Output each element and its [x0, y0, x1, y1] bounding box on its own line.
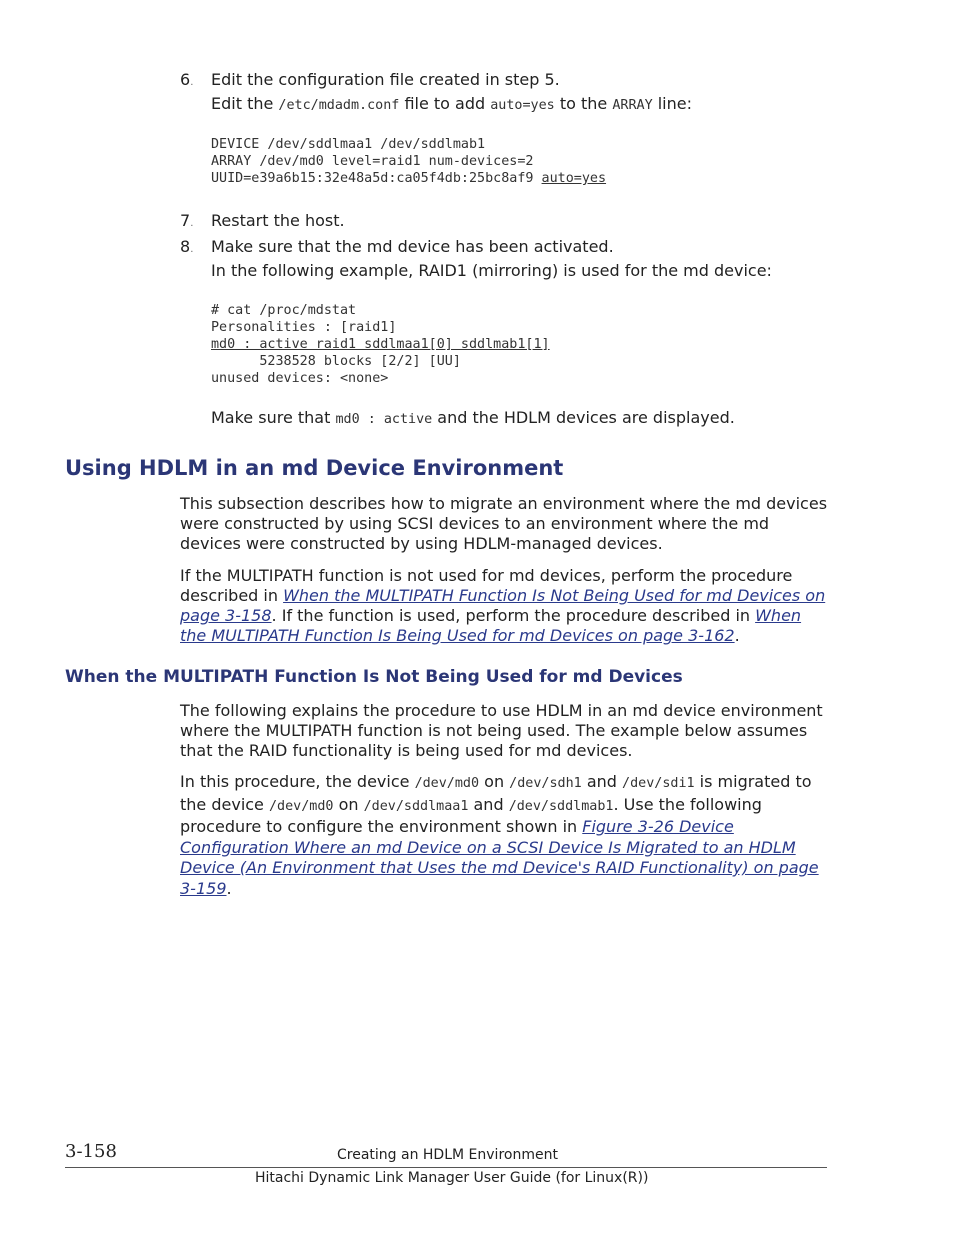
link-not-being-used[interactable]: When the MULTIPATH Function Is Not Being Used for md Devices on page 3-158	[180, 586, 826, 625]
section-heading: Using HDLM in an md Device Environment	[65, 456, 564, 480]
page-number: 3-158	[65, 1141, 117, 1162]
code-line: unused devices: <none>	[211, 371, 389, 386]
code-line: ARRAY /dev/md0 level=raid1 num-devices=2	[211, 154, 534, 169]
inline-code-auto-yes: auto=yes	[490, 98, 555, 113]
code-line: DEVICE /dev/sddlmaa1 /dev/sddlmab1	[211, 137, 486, 152]
inline-code-array: ARRAY	[612, 98, 653, 113]
step-6-detail: Edit the /etc/mdadm.conf file to add auto=yes to the ARRAY line:	[211, 94, 692, 113]
step-7-text: Restart the host.	[211, 211, 345, 230]
link-being-used[interactable]: When the MULTIPATH Function Is Being Used for md Devices on page 3-162	[180, 606, 802, 645]
inline-code: /dev/md0	[268, 798, 334, 814]
code-block-mdadm-conf	[211, 136, 606, 187]
code-line: Personalities : [raid1]	[211, 320, 397, 335]
subsection-paragraph-1: The following explains the procedure to use HDLM in an md device environment where the MULTIPATH function is not being used. The example below assumes that the RAID functionality is being used for md devices.	[180, 701, 823, 760]
footer-divider	[65, 1167, 827, 1168]
inline-code-md0-active: md0 : active	[335, 412, 433, 427]
step-8-text: Make sure that the md device has been activated.	[211, 237, 614, 256]
inline-code: /dev/sdi1	[622, 776, 695, 791]
subsection-heading: When the MULTIPATH Function Is Not Being Used for md Devices	[65, 667, 683, 687]
step-number-8: 8.	[180, 237, 194, 256]
section-paragraph-2: If the MULTIPATH function is not used for md devices, perform the procedure described in When the MULTIPATH Function Is Not Being Used for md Devices on page 3-158. If the function is used, perform the procedure described in When the MULTIPATH Function Is Being Used for md Devices on page 3-162.	[180, 566, 826, 645]
code-block-mdstat	[211, 302, 550, 387]
inline-code: /dev/sdh1	[509, 776, 582, 791]
code-underlined: auto=yes	[541, 171, 607, 186]
code-line: 5238528 blocks [2/2] [UU]	[211, 354, 461, 369]
code-line-underlined: md0 : active raid1 sddlmaa1[0] sddlmab1[1]	[211, 337, 550, 352]
step-8-detail: In the following example, RAID1 (mirroring) is used for the md device:	[211, 261, 772, 280]
step-6-text: Edit the configuration file created in step 5.	[211, 70, 560, 89]
step-number-6: 6.	[180, 70, 194, 89]
footer-book-title: Hitachi Dynamic Link Manager User Guide (for Linux(R))	[255, 1170, 649, 1186]
inline-code: /dev/sddlmab1	[508, 798, 614, 814]
step-number-7: 7.	[180, 211, 194, 230]
code-line: # cat /proc/mdstat	[211, 303, 357, 318]
subsection-paragraph-2: In this procedure, the device /dev/md0 on /dev/sdh1 and /dev/sdi1 is migrated to the device /dev/md0 on /dev/sddlmaa1 and /dev/sddlmab1. Use the following procedure to configure the environment shown in Figure 3-26 Device Configuration Where an md Device on a SCSI Device Is Migrated to an HDLM Device (An Environment that Uses the md Device's RAID Functionality) on page 3-159.	[180, 772, 819, 898]
confirm-text: Make sure that md0 : active and the HDLM devices are displayed.	[211, 408, 735, 427]
link-figure-3-26[interactable]: Figure 3-26 Device Configuration Where an md Device on a SCSI Device Is Migrated to an HDLM Device (An Environment that Uses the md Device's RAID Functionality) on page 3-159	[180, 817, 819, 898]
inline-code: /dev/sddlmaa1	[363, 798, 469, 814]
inline-code: /dev/md0	[414, 776, 480, 791]
section-paragraph-1: This subsection describes how to migrate an environment where the md devices were constructed by using SCSI devices to an environment where the md devices were constructed by using HDLM-managed devices.	[180, 494, 828, 553]
code-line: UUID=e39a6b15:32e48a5d:ca05f4db:25bc8af9 auto=yes	[211, 171, 607, 186]
inline-code-filename: /etc/mdadm.conf	[278, 98, 400, 113]
footer-chapter-title: Creating an HDLM Environment	[337, 1147, 558, 1163]
